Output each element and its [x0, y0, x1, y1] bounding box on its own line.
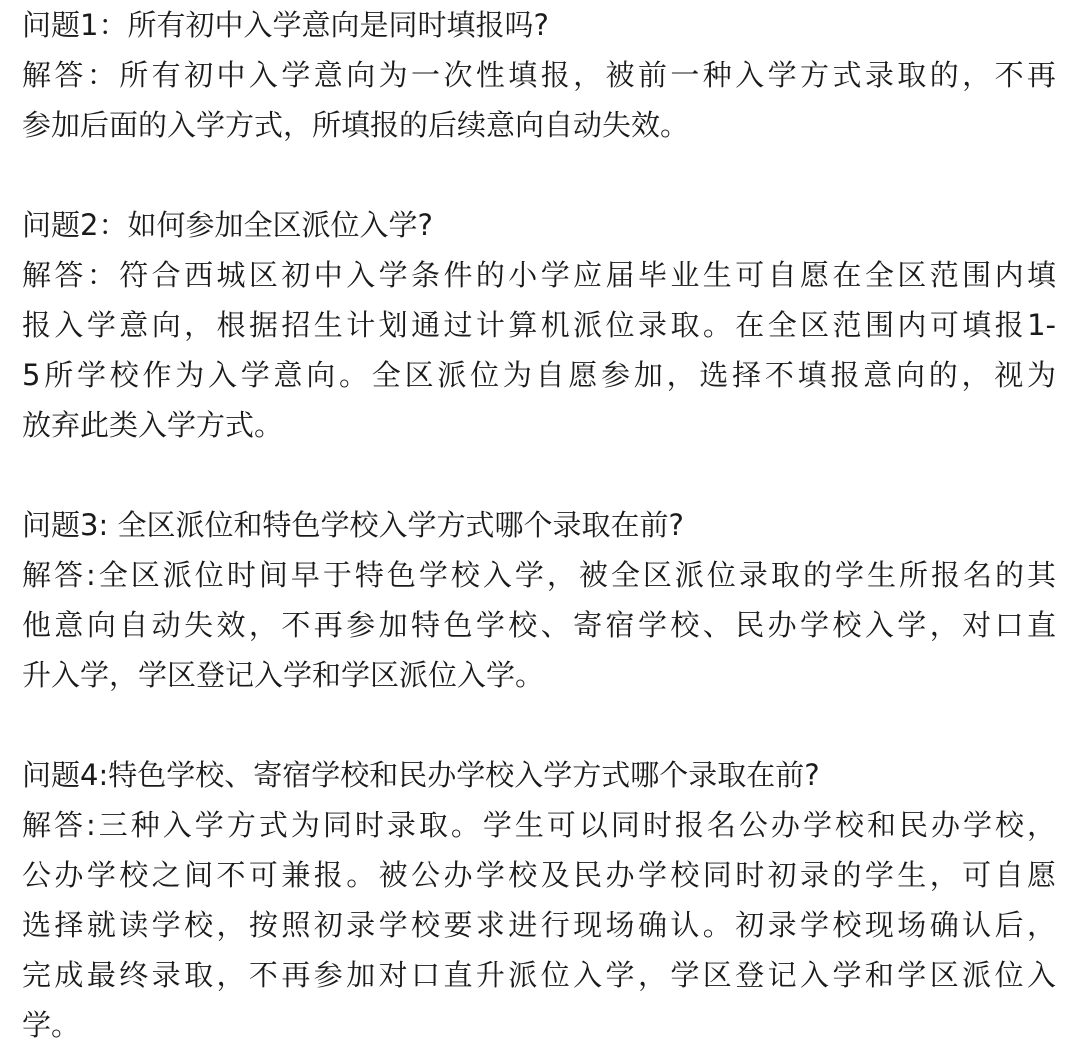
answer-2-line-1: 解答：符合西城区初中入学条件的小学应届毕业生可自愿在全区范围内填 [22, 258, 1056, 292]
answer-3-line-3: 升入学，学区登记入学和学区派位入学。 [22, 658, 545, 692]
question-2: 问题2：如何参加全区派位入学? [22, 208, 433, 242]
qa-block-3 [22, 500, 1056, 700]
answer-2-line-4: 放弃此类入学方式。 [22, 408, 284, 442]
answer-4-line-4: 完成最终录取，不再参加对口直升派位入学，学区登记入学和学区派位入 [22, 958, 1056, 992]
answer-3-line-1: 解答:全区派位时间早于特色学校入学，被全区派位录取的学生所报名的其 [22, 558, 1056, 592]
qa-block-1 [22, 0, 1056, 150]
answer-4-line-5: 学。 [22, 1008, 81, 1042]
question-1: 问题1：所有初中入学意向是同时填报吗? [22, 8, 549, 42]
answer-4-line-2: 公办学校之间不可兼报。被公办学校及民办学校同时初录的学生，可自愿 [22, 858, 1056, 892]
answer-1-line-1: 解答：所有初中入学意向为一次性填报，被前一种入学方式录取的，不再 [22, 58, 1056, 92]
qa-block-2 [22, 200, 1056, 450]
answer-1-line-2: 参加后面的入学方式，所填报的后续意向自动失效。 [22, 108, 690, 142]
answer-4-line-1: 解答:三种入学方式为同时录取。学生可以同时报名公办学校和民办学校， [22, 808, 1056, 842]
question-3: 问题3: 全区派位和特色学校入学方式哪个录取在前? [22, 508, 684, 542]
answer-2-line-3: 5所学校作为入学意向。全区派位为自愿参加，选择不填报意向的，视为 [22, 358, 1056, 392]
answer-4-line-3: 选择就读学校，按照初录学校要求进行现场确认。初录学校现场确认后， [22, 908, 1056, 942]
answer-3-line-2: 他意向自动失效，不再参加特色学校、寄宿学校、民办学校入学，对口直 [22, 608, 1056, 642]
answer-2-line-2: 报入学意向，根据招生计划通过计算机派位录取。在全区范围内可填报1- [22, 308, 1056, 342]
question-4: 问题4:特色学校、寄宿学校和民办学校入学方式哪个录取在前? [22, 758, 820, 792]
qa-block-4 [22, 750, 1056, 1050]
